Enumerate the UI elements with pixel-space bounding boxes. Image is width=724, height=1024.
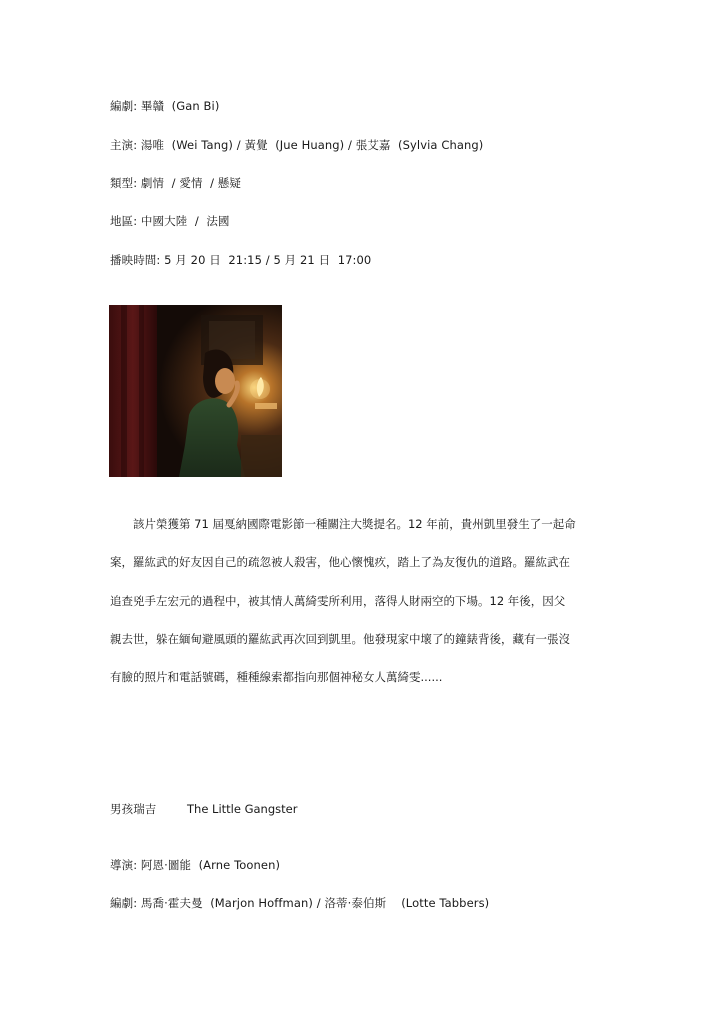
film-title-zh: 男孩瑞吉 xyxy=(110,802,157,816)
synopsis-line: 該片榮獲第 71 屆戛納國際電影節一種關注大獎提名。12 年前，貴州凱里發生了一起命 xyxy=(110,517,576,531)
showtimes-line: 播映時間: 5 月 20 日 21:15 / 5 月 21 日 17:00 xyxy=(110,253,372,267)
genre-line: 類型: 劇情 / 愛情 / 懸疑 xyxy=(110,176,242,190)
screenwriter-line: 編劇: 畢贛 (Gan Bi) xyxy=(110,99,220,113)
region-line: 地區: 中國大陸 / 法國 xyxy=(110,214,230,228)
cast-line: 主演: 湯唯 (Wei Tang) / 黃覺 (Jue Huang) / 張艾嘉 (Sylvia Chang) xyxy=(110,138,484,152)
director-line: 導演: 阿恩·圖能 (Arne Toonen) xyxy=(110,858,281,872)
synopsis-line: 有臉的照片和電話號碼，種種線索都指向那個神秘女人萬綺雯...... xyxy=(110,670,443,684)
synopsis-line: 追查兇手左宏元的過程中，被其情人萬綺雯所利用，落得人財兩空的下場。12 年後，因父 xyxy=(110,594,566,608)
film-still-photo xyxy=(109,305,282,477)
screenwriter-line: 編劇: 馬喬·霍夫曼 (Marjon Hoffman) / 洛蒂·泰伯斯 (Lotte Tabbers) xyxy=(110,896,490,910)
synopsis-line: 親去世，躲在緬甸避風頭的羅紘武再次回到凱里。他發現家中壞了的鐘錶背後，藏有一張沒 xyxy=(110,632,570,646)
synopsis-line: 案，羅紘武的好友因自己的疏忽被人殺害，他心懷愧疚，踏上了為友復仇的道路。羅紘武在 xyxy=(110,555,570,569)
film-title-en: The Little Gangster xyxy=(187,802,298,816)
film-still-illustration xyxy=(109,305,282,477)
